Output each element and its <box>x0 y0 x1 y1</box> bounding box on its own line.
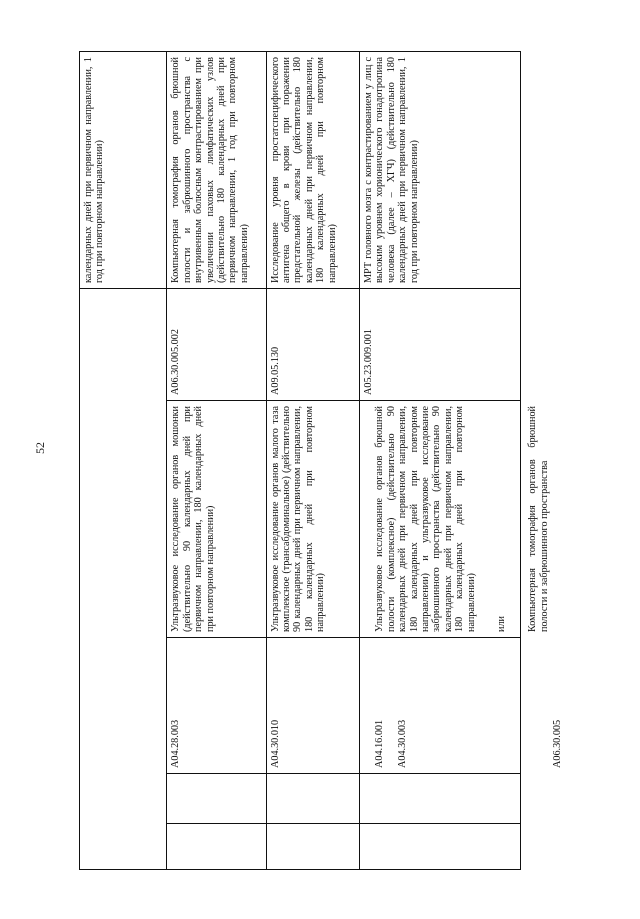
table-row <box>167 52 266 869</box>
empty-cell <box>360 773 520 823</box>
empty-cell <box>80 288 166 869</box>
table-cell-left-desc: Ультразвуковое исследование органов мошонки (действительно 90 календарных дней при первичном направлении, 180 календарных дней при повторном направлении) <box>167 400 265 637</box>
table-cell-right-code: A06.30.005.002 <box>167 288 265 400</box>
empty-cell <box>167 823 265 869</box>
rotated-table <box>79 51 564 870</box>
table-cell-left-desc: Ультразвуковое исследование органов малого таза комплексное (трансабдоминальное) (действительно 90 календарных дней при первичном направлении, 180 календарных дней при повторном направлении) <box>267 400 359 637</box>
table-cell-left-desc <box>360 400 550 637</box>
table-cell-right-desc: Компьютерная томография органов брюшной полости и забрюшинного пространства с внутривенным болюсным контрастированием при увеличении паховых лимфатических узлов (действительно 180 календарных дней при первичном направлении, 1 год при повторном направлении) <box>170 57 250 283</box>
table-cell-right-desc: календарных дней при первичном направлении, 1 год при повторном направлении) <box>83 57 106 283</box>
table-cell-right-desc: МРТ головного мозга с контрастированием у лиц с высоким уровнем хорионического гонадотропина человека (далее – ХГЧ) (действительно 180 календарных дней при первичном направлении, 1 год при повторном направлении) <box>363 57 420 283</box>
table-row <box>267 52 360 869</box>
table-cell-left-code: A04.30.010 <box>267 637 359 773</box>
table-cell-right-code: A09.05.130 <box>267 288 359 400</box>
empty-cell <box>267 773 359 823</box>
left-desc-main: Ультразвуковое исследование органов брюшной полости (комплексное) (действительно 90 календарных дней при первичном направлении, 180 календарных дней при повторном направлении) и ультразвуковое исследование забрюшинного пространства (действительно 90 календарных дней при первичном направлении, 180 календарных дней при повторном направлении) <box>374 406 477 632</box>
table-cell-right-code: A05.23.009.001 <box>360 288 520 400</box>
or-text: или <box>496 616 508 632</box>
table-cell-right-desc: Исследование уровня простатспецифического антигена общего в крови при поражении предстательной железы (действительно 180 календарных дней при первичном направлении, 180 календарных дней при повторном направлении) <box>269 57 338 283</box>
code-b: A04.30.003 <box>397 719 409 768</box>
table-cell-left-code: A04.28.003 <box>167 637 265 773</box>
page-number: 52 <box>33 442 47 454</box>
empty-cell <box>360 823 520 869</box>
left-desc-c: Компьютерная томография органов брюшной полости и забрюшинного пространства <box>527 406 550 632</box>
empty-cell <box>267 823 359 869</box>
empty-cell <box>167 773 265 823</box>
code-c: A06.30.005 <box>552 719 564 768</box>
table-cell-left-code <box>360 637 564 773</box>
table-row <box>80 52 167 869</box>
spacer <box>420 643 541 768</box>
table-row <box>360 52 564 869</box>
code-a: A04.16.001 <box>374 719 386 768</box>
